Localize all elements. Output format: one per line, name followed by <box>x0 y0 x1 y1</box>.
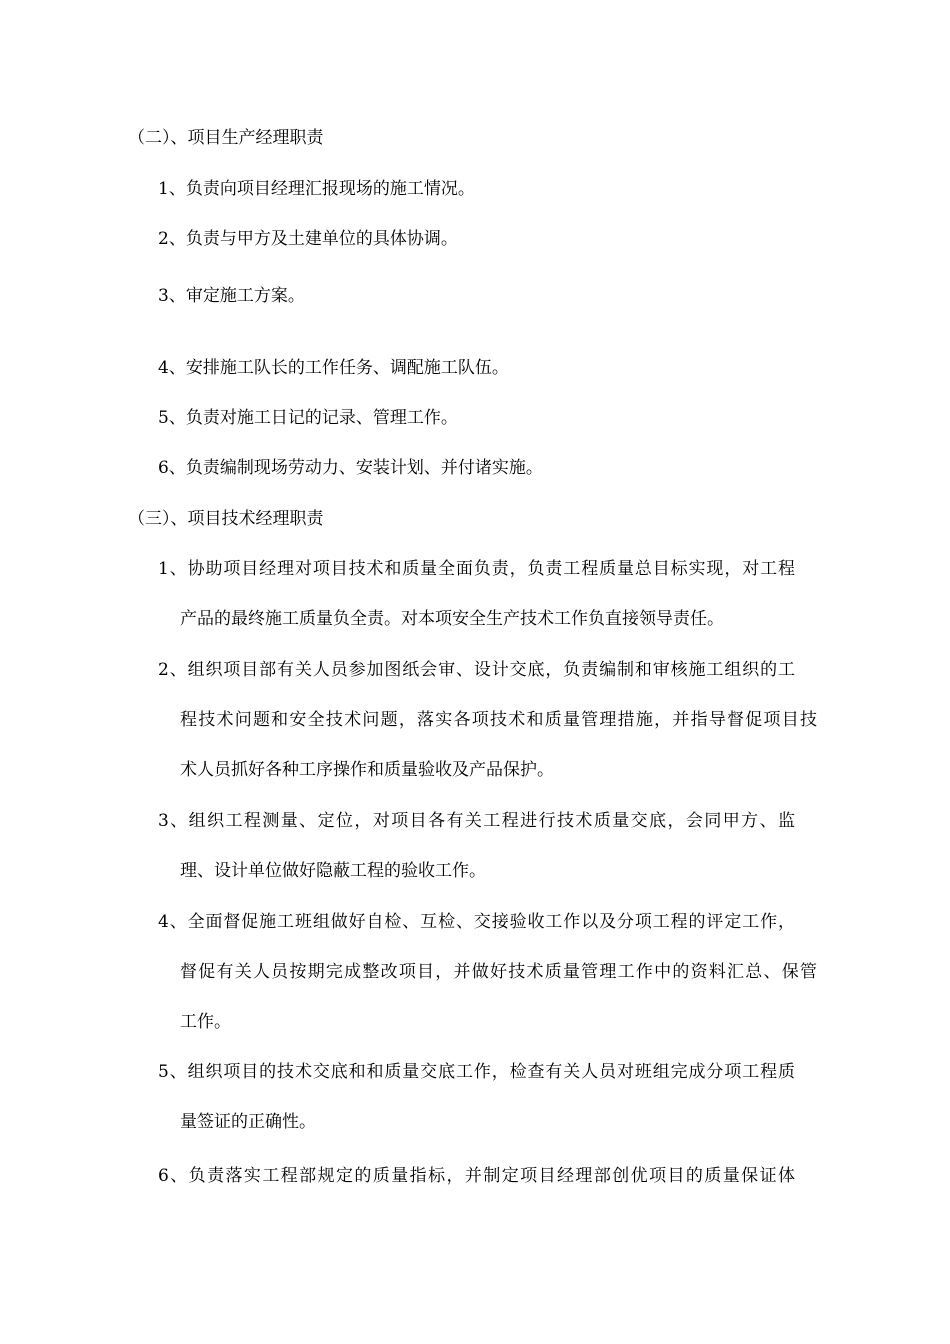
list-item-continuation: 督促有关人员按期完成整改项目，并做好技术质量管理工作中的资料汇总、保管 <box>180 962 817 982</box>
list-item: 3、组织工程测量、定位，对项目各有关工程进行技术质量交底，会同甲方、监 <box>158 811 795 831</box>
list-item: 3、审定施工方案。 <box>158 286 305 306</box>
section-heading: （三）、项目技术经理职责 <box>128 509 324 529</box>
list-item-continuation: 工作。 <box>180 1012 231 1032</box>
list-item: 6、负责落实工程部规定的质量指标，并制定项目经理部创优项目的质量保证体 <box>158 1166 795 1186</box>
list-item-continuation: 程技术问题和安全技术问题，落实各项技术和质量管理措施，并指导督促项目技 <box>180 710 817 730</box>
list-item: 2、组织项目部有关人员参加图纸会审、设计交底，负责编制和审核施工组织的工 <box>158 660 795 680</box>
list-item: 1、负责向项目经理汇报现场的施工情况。 <box>158 179 475 199</box>
list-item: 1、协助项目经理对项目技术和质量全面负责，负责工程质量总目标实现，对工程 <box>158 559 795 579</box>
list-item-continuation: 产品的最终施工质量负全责。对本项安全生产技术工作负直接领导责任。 <box>180 609 724 629</box>
list-item: 5、组织项目的技术交底和和质量交底工作，检查有关人员对班组完成分项工程质 <box>158 1062 795 1082</box>
section-heading: （二）、项目生产经理职责 <box>128 128 324 148</box>
list-item: 5、负责对施工日记的记录、管理工作。 <box>158 408 458 428</box>
list-item: 6、负责编制现场劳动力、安装计划、并付诸实施。 <box>158 458 543 478</box>
list-item-continuation: 理、设计单位做好隐蔽工程的验收工作。 <box>180 861 486 881</box>
list-item-continuation: 术人员抓好各种工序操作和质量验收及产品保护。 <box>180 760 554 780</box>
list-item: 4、安排施工队长的工作任务、调配施工队伍。 <box>158 358 509 378</box>
list-item: 2、负责与甲方及土建单位的具体协调。 <box>158 229 458 249</box>
list-item-continuation: 量签证的正确性。 <box>180 1112 316 1132</box>
list-item: 4、全面督促施工班组做好自检、互检、交接验收工作以及分项工程的评定工作， <box>158 912 795 932</box>
